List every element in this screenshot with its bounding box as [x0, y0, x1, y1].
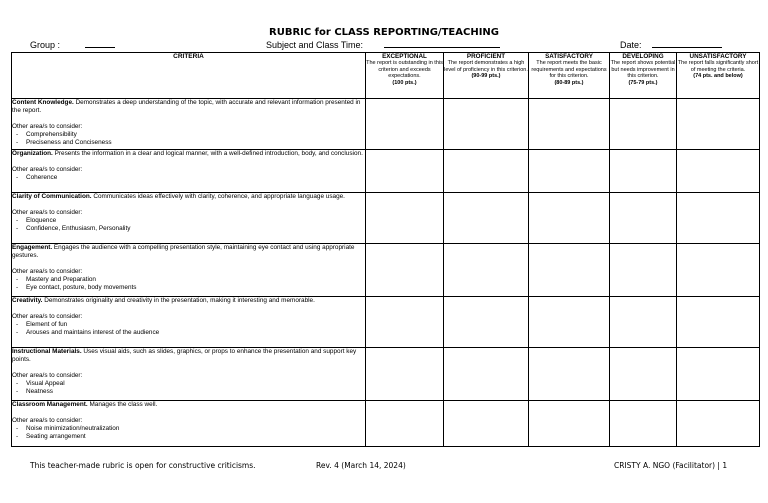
criterion-description: Demonstrates a deep understanding of the topic, with accurate and relevant information presented in the report.: [12, 99, 361, 114]
date-field: [620, 39, 722, 50]
level-name: DEVELOPING: [622, 53, 664, 60]
criterion-name: Classroom Management.: [12, 401, 88, 408]
consider-item: - Preciseness and Conciseness: [16, 139, 112, 146]
score-cell[interactable]: [529, 99, 610, 150]
score-cell[interactable]: [610, 348, 677, 401]
criterion-description: Demonstrates originality and creativity in the presentation, making it interesting and memorable.: [44, 297, 315, 304]
consider-item: - Arouses and maintains interest of the audience: [16, 329, 160, 336]
consider-item: - Eloquence: [16, 217, 57, 224]
score-cell[interactable]: [366, 297, 444, 348]
score-cell[interactable]: [529, 150, 610, 193]
consider-item-text: Eye contact, posture, body movements: [26, 284, 137, 291]
consider-item-text: Visual Appeal: [26, 380, 65, 387]
criterion-name: Clarity of Communication.: [12, 193, 92, 200]
criterion-name: Engagement.: [12, 244, 53, 251]
subject-label: Subject and Class Time:: [266, 40, 364, 50]
rubric-title: RUBRIC for CLASS REPORTING/TEACHING: [269, 27, 499, 38]
score-cell[interactable]: [610, 193, 677, 244]
level-desc: The report is outstanding in this criterion and exceeds expectations.: [366, 60, 443, 80]
score-cell[interactable]: [677, 150, 760, 193]
group-label: Group :: [30, 40, 61, 50]
criterion-description: Engages the audience with a compelling presentation style, maintaining eye contact and using appropriate gestures.: [12, 244, 355, 259]
level-header: [529, 53, 610, 99]
score-cell[interactable]: [677, 348, 760, 401]
consider-item: - Element of fun: [16, 321, 68, 328]
level-points: (90-99 pts.): [471, 73, 501, 80]
score-cell[interactable]: [610, 297, 677, 348]
level-name: EXCEPTIONAL: [382, 53, 427, 60]
consider-item-text: Arouses and maintains interest of the audience: [26, 329, 160, 336]
level-desc: The report falls significantly short of meeting the criteria.: [677, 60, 759, 73]
level-points: (80-89 pts.): [554, 79, 584, 86]
score-cell[interactable]: [529, 297, 610, 348]
level-header: [366, 53, 444, 99]
criterion-name: Content Knowledge.: [12, 99, 74, 106]
criterion-name: Creativity.: [12, 297, 43, 304]
footer-revision: Rev. 4 (March 14, 2024): [316, 461, 406, 470]
score-cell[interactable]: [529, 348, 610, 401]
criterion-row: [12, 244, 760, 297]
score-cell[interactable]: [677, 244, 760, 297]
consider-item: - Seating arrangement: [16, 433, 86, 440]
consider-item-text: Neatness: [26, 388, 53, 395]
score-cell[interactable]: [610, 150, 677, 193]
criterion-cell: [12, 244, 366, 297]
score-cell[interactable]: [529, 401, 610, 447]
other-areas-label: Other area/s to consider:: [12, 209, 83, 216]
level-header: [677, 53, 760, 99]
score-cell[interactable]: [610, 99, 677, 150]
header-row: [12, 53, 760, 99]
consider-item: - Mastery and Preparation: [16, 276, 96, 283]
consider-item-text: Preciseness and Conciseness: [26, 139, 112, 146]
score-cell[interactable]: [366, 244, 444, 297]
criterion-cell: [12, 401, 366, 447]
criterion-cell: [12, 150, 366, 193]
score-cell[interactable]: [677, 401, 760, 447]
consider-item: - Confidence, Enthusiasm, Personality: [16, 225, 131, 232]
criterion-row: [12, 150, 760, 193]
level-desc: The report shows potential but needs improvement in this criterion.: [610, 60, 676, 80]
other-areas-label: Other area/s to consider:: [12, 372, 83, 379]
score-cell[interactable]: [677, 297, 760, 348]
criterion-description: Communicates ideas effectively with clarity, coherence, and appropriate language usage.: [93, 193, 345, 200]
footer-author: CRISTY A. NGO (Facilitator) | 1: [614, 461, 728, 470]
criterion-name: Organization.: [12, 150, 53, 157]
criterion-row: [12, 99, 760, 150]
other-areas-label: Other area/s to consider:: [12, 417, 83, 424]
other-areas-label: Other area/s to consider:: [12, 123, 83, 130]
criterion-row: [12, 348, 760, 401]
score-cell[interactable]: [444, 244, 529, 297]
consider-item-text: Coherence: [26, 174, 58, 181]
criterion-row: [12, 297, 760, 348]
level-name: PROFICIENT: [466, 53, 506, 60]
score-cell[interactable]: [444, 99, 529, 150]
consider-item-text: Noise minimization/neutralization: [26, 425, 120, 432]
level-points: (100 pts.): [392, 79, 417, 86]
other-areas-label: Other area/s to consider:: [12, 268, 83, 275]
criterion-row: [12, 401, 760, 447]
consider-item-text: Element of fun: [26, 321, 68, 328]
rubric-table: [11, 52, 760, 447]
consider-item: - Eye contact, posture, body movements: [16, 284, 137, 291]
criterion-cell: [12, 297, 366, 348]
level-name: UNSATISFACTORY: [689, 53, 747, 60]
consider-item-text: Comprehensibility: [26, 131, 77, 138]
score-cell[interactable]: [677, 99, 760, 150]
criterion-cell: [12, 99, 366, 150]
criterion-cell: [12, 193, 366, 244]
score-cell[interactable]: [444, 401, 529, 447]
other-areas-label: Other area/s to consider:: [12, 313, 83, 320]
score-cell[interactable]: [444, 297, 529, 348]
score-cell[interactable]: [444, 150, 529, 193]
level-name: SATISFACTORY: [545, 53, 593, 60]
score-cell[interactable]: [366, 99, 444, 150]
group-blank: [85, 39, 115, 48]
consider-item-text: Mastery and Preparation: [26, 276, 96, 283]
consider-item: - Coherence: [16, 174, 58, 181]
criterion-description: Presents the information in a clear and logical manner, with a well-defined introduction, body, and conclusion.: [54, 150, 363, 157]
score-cell[interactable]: [529, 244, 610, 297]
consider-item: - Comprehensibility: [16, 131, 77, 138]
consider-item: - Visual Appeal: [16, 380, 65, 387]
other-areas-label: Other area/s to consider:: [12, 166, 83, 173]
group-field: [30, 39, 115, 50]
consider-item-text: Seating arrangement: [26, 433, 86, 440]
subject-blank: [384, 39, 500, 48]
criteria-header: CRITERIA: [12, 53, 366, 99]
criterion-description: Uses visual aids, such as slides, graphics, or props to enhance the presentation and support key points.: [12, 348, 357, 363]
consider-item-text: Eloquence: [26, 217, 57, 224]
criterion-row: [12, 193, 760, 244]
consider-item-text: Confidence, Enthusiasm, Personality: [26, 225, 131, 232]
level-points: (75-79 pts.): [628, 79, 658, 86]
score-cell[interactable]: [366, 348, 444, 401]
subject-field: [266, 39, 500, 50]
score-cell[interactable]: [444, 348, 529, 401]
score-cell[interactable]: [610, 244, 677, 297]
level-header: [610, 53, 677, 99]
consider-item: - Noise minimization/neutralization: [16, 425, 120, 432]
footer-note: This teacher-made rubric is open for constructive criticisms.: [30, 461, 256, 470]
level-points: (74 pts. and below): [693, 73, 743, 80]
score-cell[interactable]: [610, 401, 677, 447]
level-desc: The report demonstrates a high level of proficiency in this criterion.: [444, 60, 528, 73]
date-blank: [652, 39, 722, 48]
score-cell[interactable]: [366, 150, 444, 193]
level-header: [444, 53, 529, 99]
criterion-name: Instructional Materials.: [12, 348, 82, 355]
level-desc: The report meets the basic requirements and expectations for this criterion.: [531, 60, 607, 80]
score-cell[interactable]: [529, 193, 610, 244]
score-cell[interactable]: [444, 193, 529, 244]
criterion-cell: [12, 348, 366, 401]
consider-item: - Neatness: [16, 388, 53, 395]
score-cell[interactable]: [366, 401, 444, 447]
criterion-description: Manages the class well.: [89, 401, 158, 408]
score-cell[interactable]: [677, 193, 760, 244]
date-label: Date:: [620, 40, 642, 50]
score-cell[interactable]: [366, 193, 444, 244]
